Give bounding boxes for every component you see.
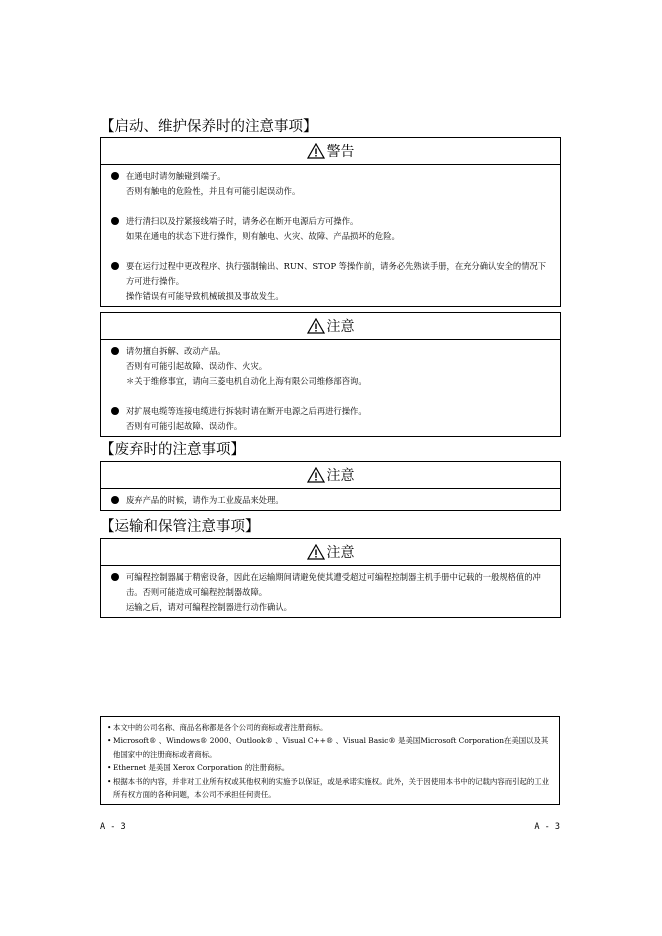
- caution-item: [111, 404, 552, 434]
- warning-box-header: [101, 138, 560, 165]
- caution-item-line: 请勿擅自拆解、改动产品。: [126, 346, 226, 356]
- warning-item: [111, 214, 552, 244]
- trademark-note-text: 本文中的公司名称、商品名称都是各个公司的商标或者注册商标。: [113, 723, 328, 732]
- caution-item-line: 废弃产品的时候，请作为工业废品来处理。: [126, 495, 284, 505]
- warning-box-body: [101, 165, 560, 306]
- caution-item-line: 可编程控制器属于精密设备，因此在运输期间请避免使其遭受超过可编程控制器主机手册中记载的一般规格值的冲击。否则可能造成可编程控制器故障。: [126, 572, 541, 597]
- bullet-icon: [111, 262, 119, 270]
- caution-triangle-icon: [307, 318, 325, 334]
- caution-box-title: 注意: [326, 319, 355, 335]
- section-heading-maintenance: 【启动、维护保养时的注意事项】: [100, 119, 318, 135]
- warning-item: [111, 169, 552, 199]
- caution-item-line: 否则有可能引起故障、误动作、火灾。: [126, 361, 268, 371]
- bullet-icon: [111, 573, 119, 581]
- warning-item-line: 操作错误有可能导致机械破损及事故发生。: [126, 291, 284, 301]
- bullet-icon: [111, 347, 119, 355]
- caution-box-title: 注意: [326, 545, 355, 561]
- note-bullet: •: [107, 723, 112, 732]
- page-number-right: A - 3: [534, 822, 560, 832]
- trademark-note: [107, 775, 554, 802]
- caution-item-line: 对扩展电缆等连接电缆进行拆装时请在断开电源之后再进行操作。: [126, 406, 367, 416]
- note-bullet: •: [107, 776, 112, 786]
- warning-item-line: 否则有触电的危险性，并且有可能引起误动作。: [126, 186, 301, 196]
- trademark-note-text: Microsoft® 、Windows® 2000、Outlook® 、Visual C++® 、Visual Basic® 是美国Microsoft Corporation在美国以及其他国家中的注册商标或者商标。: [113, 736, 549, 759]
- trademark-note: [107, 734, 554, 761]
- caution-box-header: [101, 313, 560, 340]
- trademark-note-text: Ethernet 是美国 Xerox Corporation 的注册商标。: [113, 763, 290, 773]
- caution-item-line: ＊关于维修事宜，请向三菱电机自动化上海有限公司维修部咨询。: [126, 376, 367, 386]
- caution-box-body: [101, 340, 560, 436]
- caution-box-disposal: [100, 461, 561, 511]
- caution-box-body: [101, 489, 560, 510]
- warning-item-line: 进行清扫以及拧紧接线端子时，请务必在断开电源后方可操作。: [126, 216, 359, 226]
- caution-item-line: 否则有可能引起故障、误动作。: [126, 421, 243, 431]
- caution-box-maintenance: [100, 312, 561, 437]
- caution-box-title: 注意: [326, 468, 355, 484]
- warning-item-line: 要在运行过程中更改程序、执行强制输出、RUN、STOP 等操作前，请务必先熟读手册，在充分确认安全的情况下方可进行操作。: [126, 261, 547, 286]
- trademark-note: [107, 721, 554, 734]
- note-bullet: •: [107, 763, 112, 773]
- trademark-note: [107, 761, 554, 774]
- caution-box-header: [101, 539, 560, 566]
- warning-box: [100, 137, 561, 307]
- caution-triangle-icon: [307, 544, 325, 560]
- warning-box-title: 警告: [326, 144, 355, 160]
- warning-item-line: 如果在通电的状态下进行操作，则有触电、火灾、故障、产品损坏的危险。: [126, 231, 400, 241]
- note-bullet: •: [107, 736, 112, 746]
- caution-item: [111, 570, 552, 615]
- trademark-note-text: 根据本书的内容，并非对工业所有权或其他权利的实施予以保证，或是承诺实施权。此外，关于因使用本书中的记载内容而引起的工业所有权方面的各种问题，本公司不承担任何责任。: [113, 776, 550, 800]
- warning-triangle-icon: [307, 143, 325, 159]
- caution-item: [111, 493, 552, 508]
- bullet-icon: [111, 496, 119, 504]
- caution-item-line: 运输之后，请对可编程控制器进行动作确认。: [126, 602, 292, 612]
- page-number-left: A - 3: [100, 822, 126, 832]
- bullet-icon: [111, 172, 119, 180]
- bullet-icon: [111, 217, 119, 225]
- warning-item-line: 在通电时请勿触碰到端子。: [126, 171, 226, 181]
- caution-triangle-icon: [307, 467, 325, 483]
- section-heading-disposal: 【废弃时的注意事项】: [100, 442, 245, 458]
- trademark-notes: [100, 716, 560, 805]
- caution-box-header: [101, 462, 560, 489]
- caution-item: [111, 344, 552, 389]
- caution-box-body: [101, 566, 560, 617]
- caution-box-transport: [100, 538, 561, 618]
- section-heading-transport: 【运输和保管注意事项】: [100, 519, 260, 535]
- warning-item: [111, 259, 552, 304]
- bullet-icon: [111, 407, 119, 415]
